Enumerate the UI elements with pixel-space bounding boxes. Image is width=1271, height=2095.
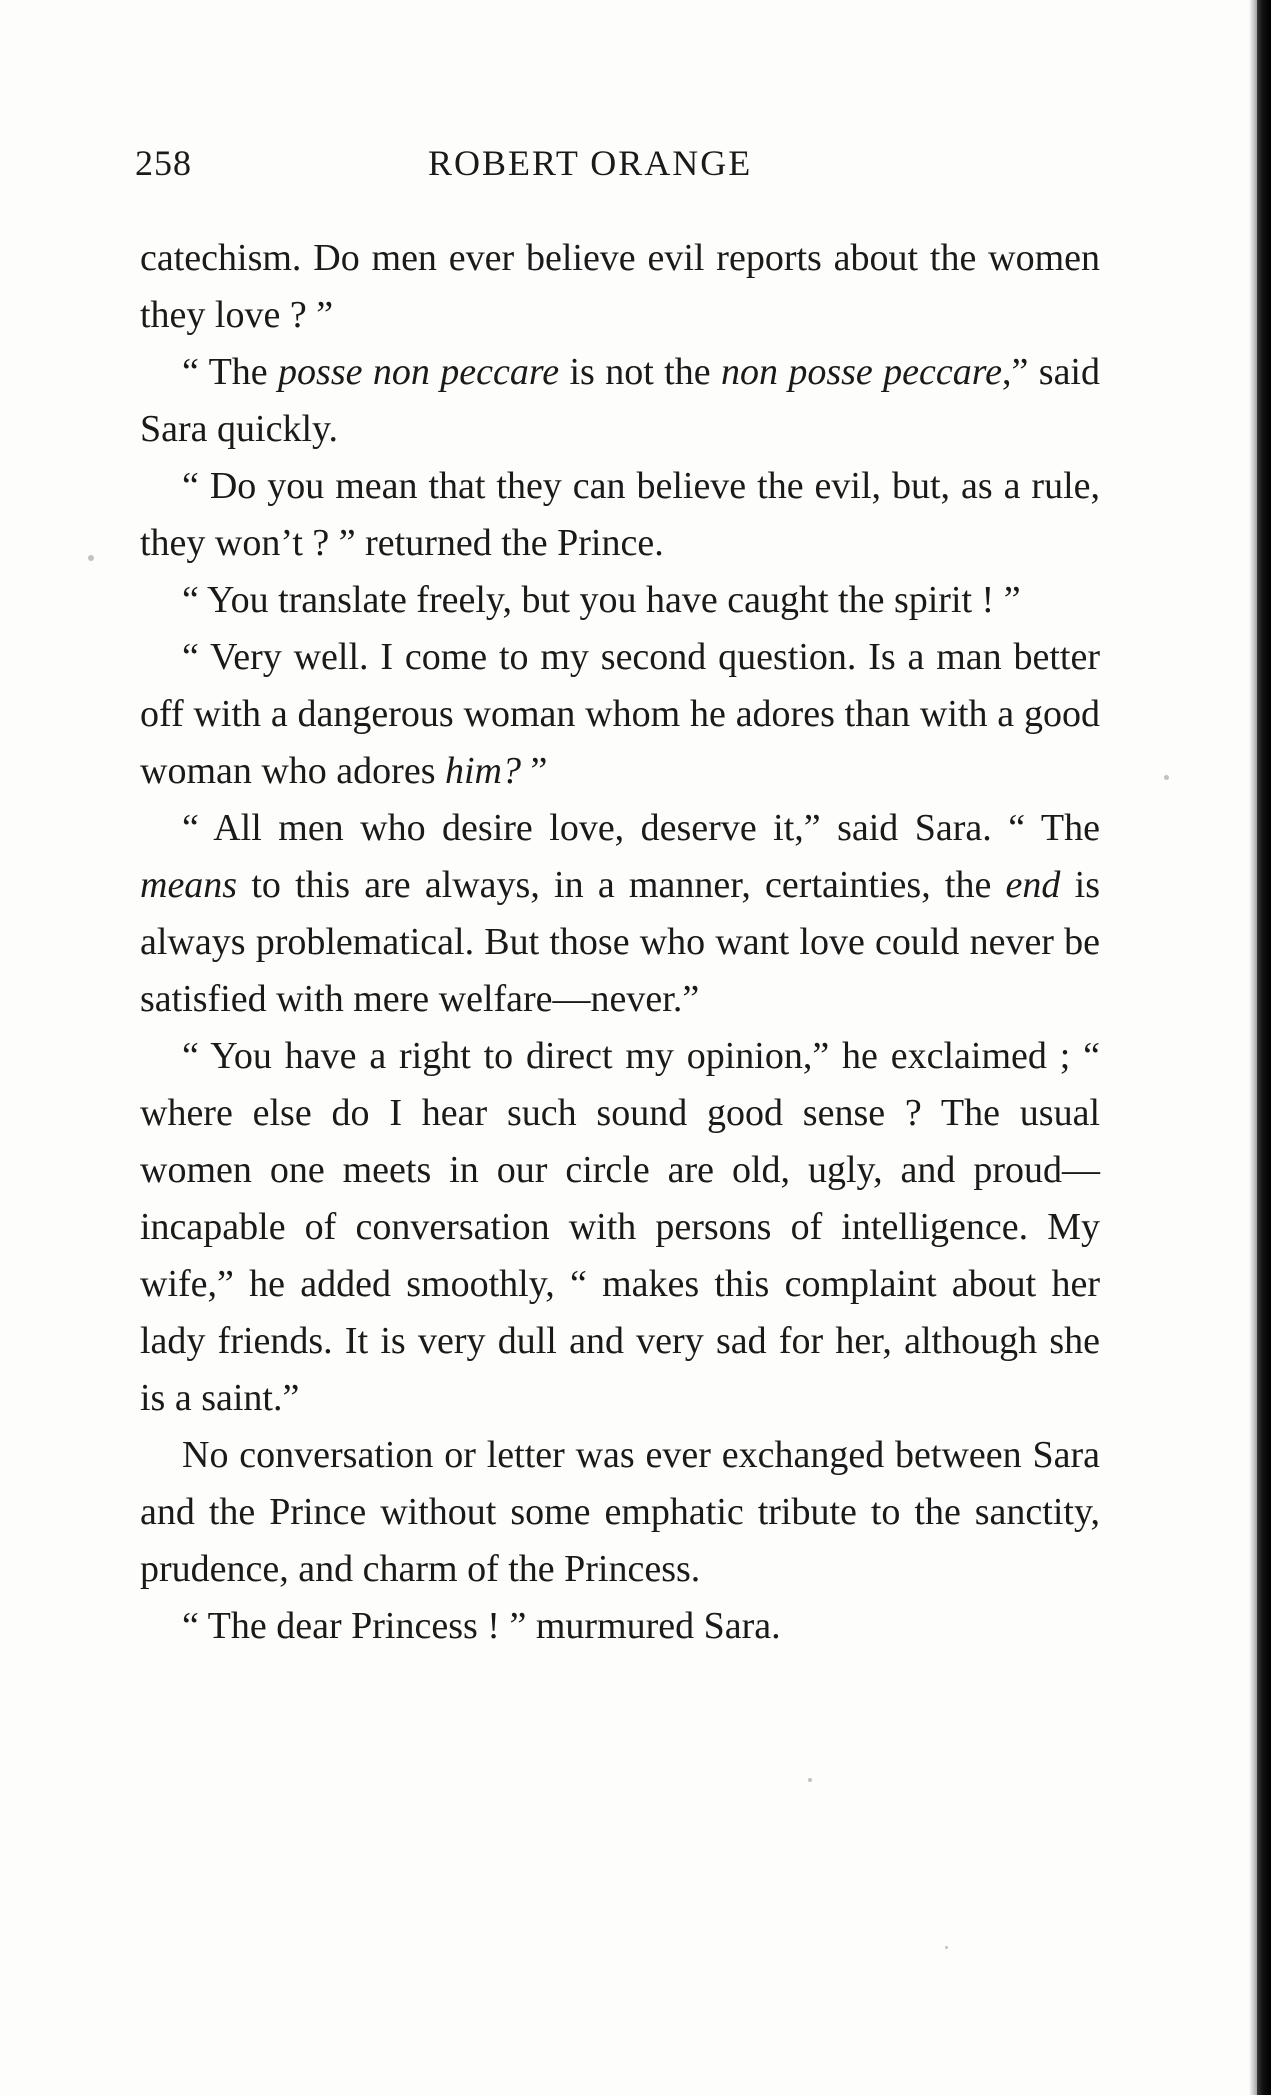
binding-edge <box>1257 0 1271 2095</box>
italic-phrase: means <box>140 864 238 906</box>
text-run: “ All men who desire love, deserve it,” said Sara. “ The <box>182 807 1100 849</box>
text-run: “ The <box>182 351 279 393</box>
paragraph-continuation: catechism. Do men ever believe evil reports about the women they love ? ” <box>140 237 1100 336</box>
scan-speck <box>1164 775 1169 780</box>
text-run: is not the <box>559 351 721 393</box>
paragraph: “ You have a right to direct my opinion,” he exclaimed ; “ where else do I hear such sound good sense ? The usual women one meets in our circle are old, ugly, and proud—incapable of conversation with persons of intelligence. My wife,” he added smoothly, “ makes this complaint about her lady friends. It is very dull and very sad for her, although she is a saint.” <box>140 1035 1100 1419</box>
text-run: ” <box>520 750 548 792</box>
page-header <box>135 142 1095 192</box>
body-text <box>140 230 1100 1655</box>
scan-speck <box>88 555 94 561</box>
scan-speck <box>808 1778 812 1782</box>
paragraph <box>140 629 1100 800</box>
italic-phrase: him? <box>444 750 521 792</box>
italic-phrase: end <box>1005 864 1061 906</box>
page-number: 258 <box>135 143 192 183</box>
text-run: is always problematical. But those who want love could never be satisfied with mere welfare—never.” <box>140 864 1100 1020</box>
text-run: “ Very well. I come to my second question. Is a man better off with a dangerous woman whom he adores than with a good woman who adores <box>140 636 1100 792</box>
paragraph: “ Do you mean that they can believe the evil, but, as a rule, they won’t ? ” returned the Prince. <box>140 465 1100 564</box>
italic-phrase: non posse peccare <box>720 351 1003 393</box>
running-head: ROBERT ORANGE <box>428 143 753 183</box>
italic-phrase: posse non peccare <box>278 351 560 393</box>
paragraph <box>140 344 1100 458</box>
paragraph: “ You translate freely, but you have caught the spirit ! ” <box>182 579 1021 621</box>
paragraph <box>140 800 1100 1028</box>
scan-speck <box>945 1946 948 1949</box>
text-run: to this are always, in a manner, certainties, the <box>237 864 1006 906</box>
paragraph: “ The dear Princess ! ” murmured Sara. <box>182 1605 781 1647</box>
text-run: ,” said Sara quickly. <box>140 351 1100 450</box>
paragraph: No conversation or letter was ever exchanged between Sara and the Prince without some emphatic tribute to the sanctity, prudence, and charm of the Princess. <box>140 1434 1100 1590</box>
